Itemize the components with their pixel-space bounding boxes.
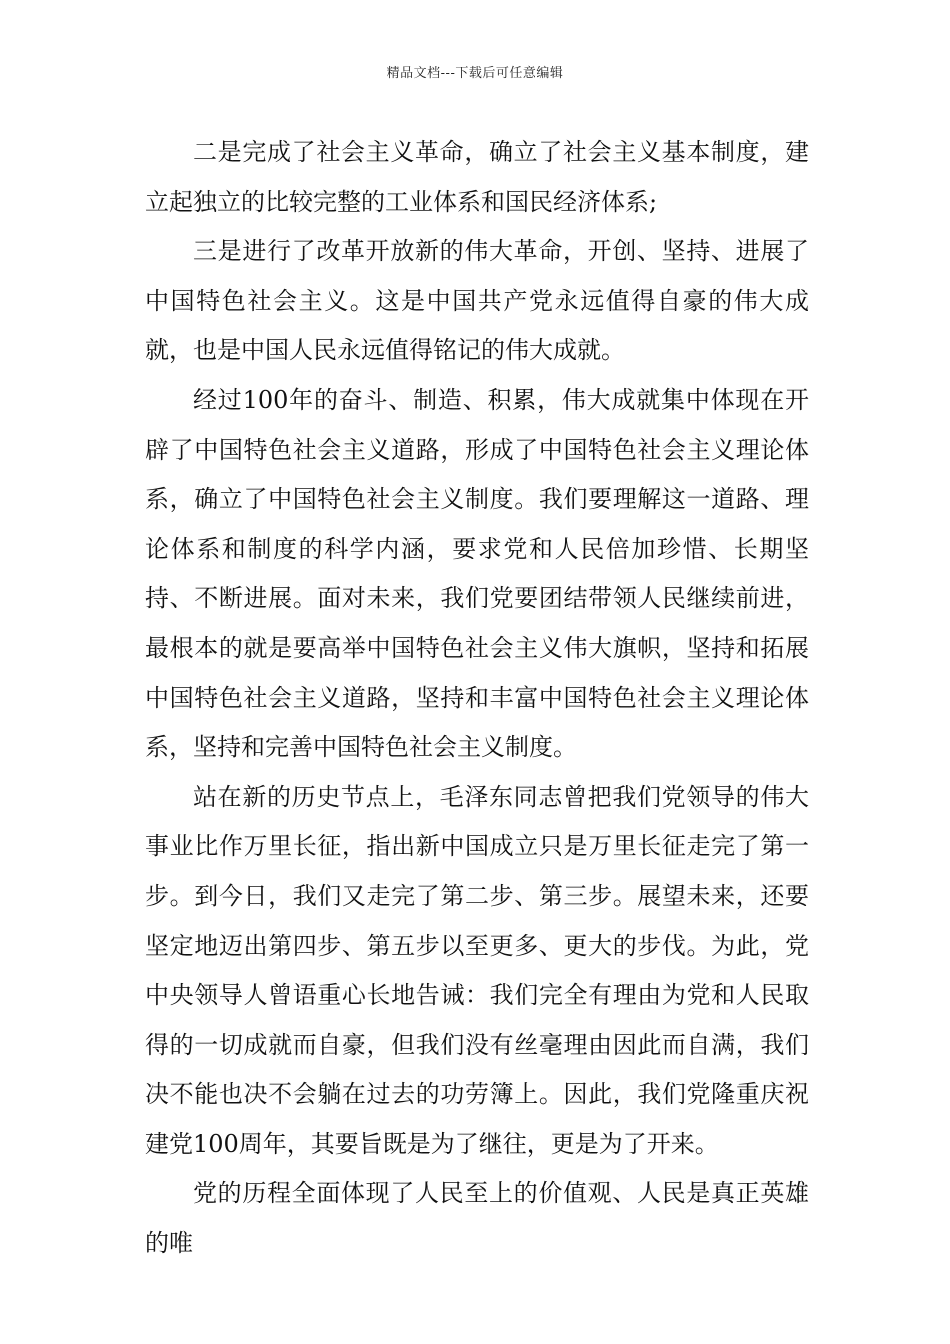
paragraph-4: 站在新的历史节点上，毛泽东同志曾把我们党领导的伟大事业比作万里长征，指出新中国成立只是万里长征走完了第一步。到今日，我们又走完了第二步、第三步。展望未来，还要坚定地迈出第四步、第五步以至更多、更大的步伐。为此，党中央领导人曾语重心长地告诫：我们完全有理由为党和人民取得的一切成就而自豪，但我们没有丝毫理由因此而自满，我们决不能也决不会躺在过去的功劳簿上。因此，我们党隆重庆祝建党100周年，其要旨既是为了继往，更是为了开来。	[145, 782, 809, 1158]
paragraph-2: 三是进行了改革开放新的伟大革命，开创、坚持、进展了中国特色社会主义。这是中国共产党永远值得自豪的伟大成就，也是中国人民永远值得铭记的伟大成就。	[145, 237, 809, 365]
document-body	[145, 128, 809, 1269]
paragraph-3: 经过100年的奋斗、制造、积累，伟大成就集中体现在开辟了中国特色社会主义道路，形成了中国特色社会主义理论体系，确立了中国特色社会主义制度。我们要理解这一道路、理论体系和制度的科学内涵，要求党和人民倍加珍惜、长期坚持、不断进展。面对未来，我们党要团结带领人民继续前进，最根本的就是要高举中国特色社会主义伟大旗帜，坚持和拓展中国特色社会主义道路，坚持和丰富中国特色社会主义理论体系，坚持和完善中国特色社会主义制度。	[145, 385, 809, 762]
page-header: 精品文档---下载后可任意编辑	[386, 66, 564, 81]
paragraph-5: 党的历程全面体现了人民至上的价值观、人民是真正英雄的唯	[145, 1179, 809, 1258]
paragraph-1: 二是完成了社会主义革命，确立了社会主义基本制度，建立起独立的比较完整的工业体系和国民经济体系;	[145, 138, 809, 216]
